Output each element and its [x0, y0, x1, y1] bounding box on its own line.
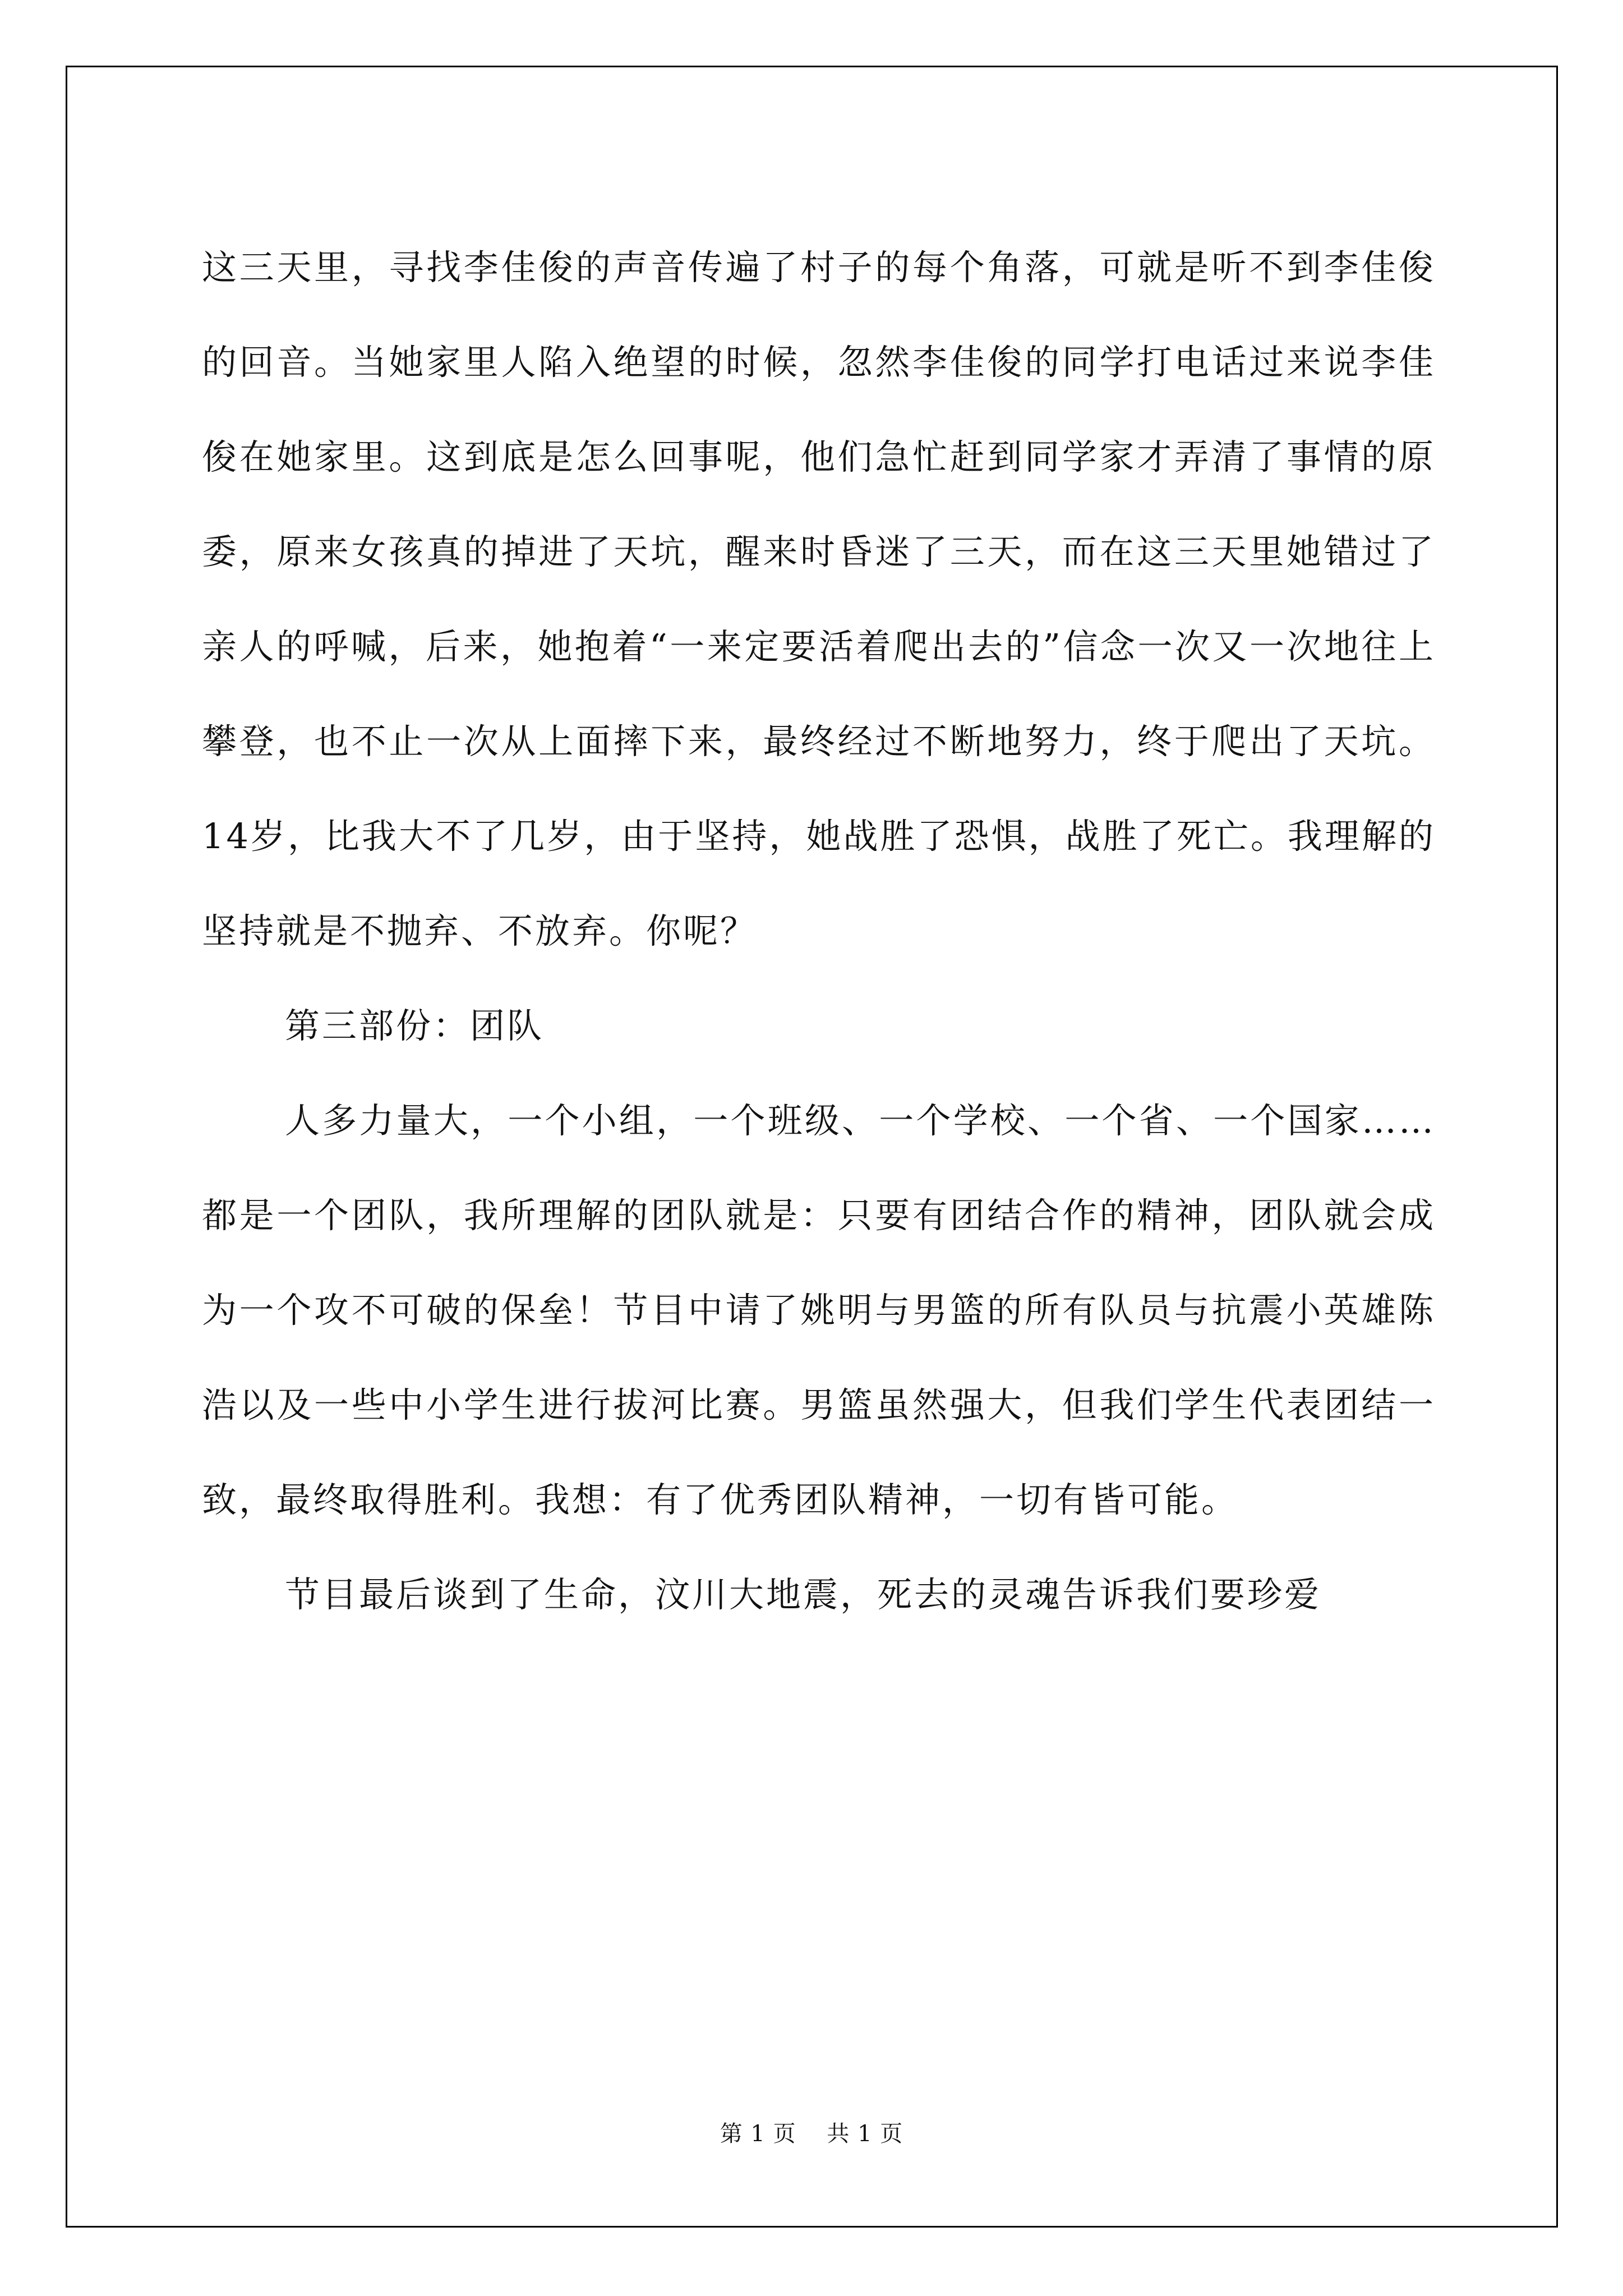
document-body — [202, 220, 1436, 1642]
paragraph-life: 节目最后谈到了生命，汶川大地震，死去的灵魂告诉我们要珍爱 — [285, 1574, 1322, 1615]
section-heading: 第三部份：团队 — [285, 1005, 545, 1046]
page-footer: 第 1 页 共 1 页 — [720, 2121, 903, 2147]
paragraph-continuation: 这三天里，寻找李佳俊的声音传遍了村子的每个角落，可就是听不到李佳俊的回音。当她家里人陷入绝望的时候，忽然李佳俊的同学打电话过来说李佳俊在她家里。这到底是怎么回事呢，他们急忙赶到同学家才弄清了事情的原委，原来女孩真的掉进了天坑，醒来时昏迷了三天，而在这三天里她错过了亲人的呼喊，后来，她抱着“一来定要活着爬出去的”信念一次又一次地往上攀登，也不止一次从上面摔下来，最终经过不断地努力，终于爬出了天坑。14岁，比我大不了几岁，由于坚持，她战胜了恐惧，战胜了死亡。我理解的坚持就是不抛弃、不放弃。你呢？ — [202, 247, 1436, 951]
paragraph-team: 人多力量大，一个小组，一个班级、一个学校、一个省、一个国家……都是一个团队，我所理解的团队就是：只要有团结合作的精神，团队就会成为一个攻不可破的保垒！节目中请了姚明与男篮的所有队员与抗震小英雄陈浩以及一些中小学生进行拔河比赛。男篮虽然强大，但我们学生代表团结一致，最终取得胜利。我想：有了优秀团队精神，一切有皆可能。 — [202, 1100, 1436, 1520]
